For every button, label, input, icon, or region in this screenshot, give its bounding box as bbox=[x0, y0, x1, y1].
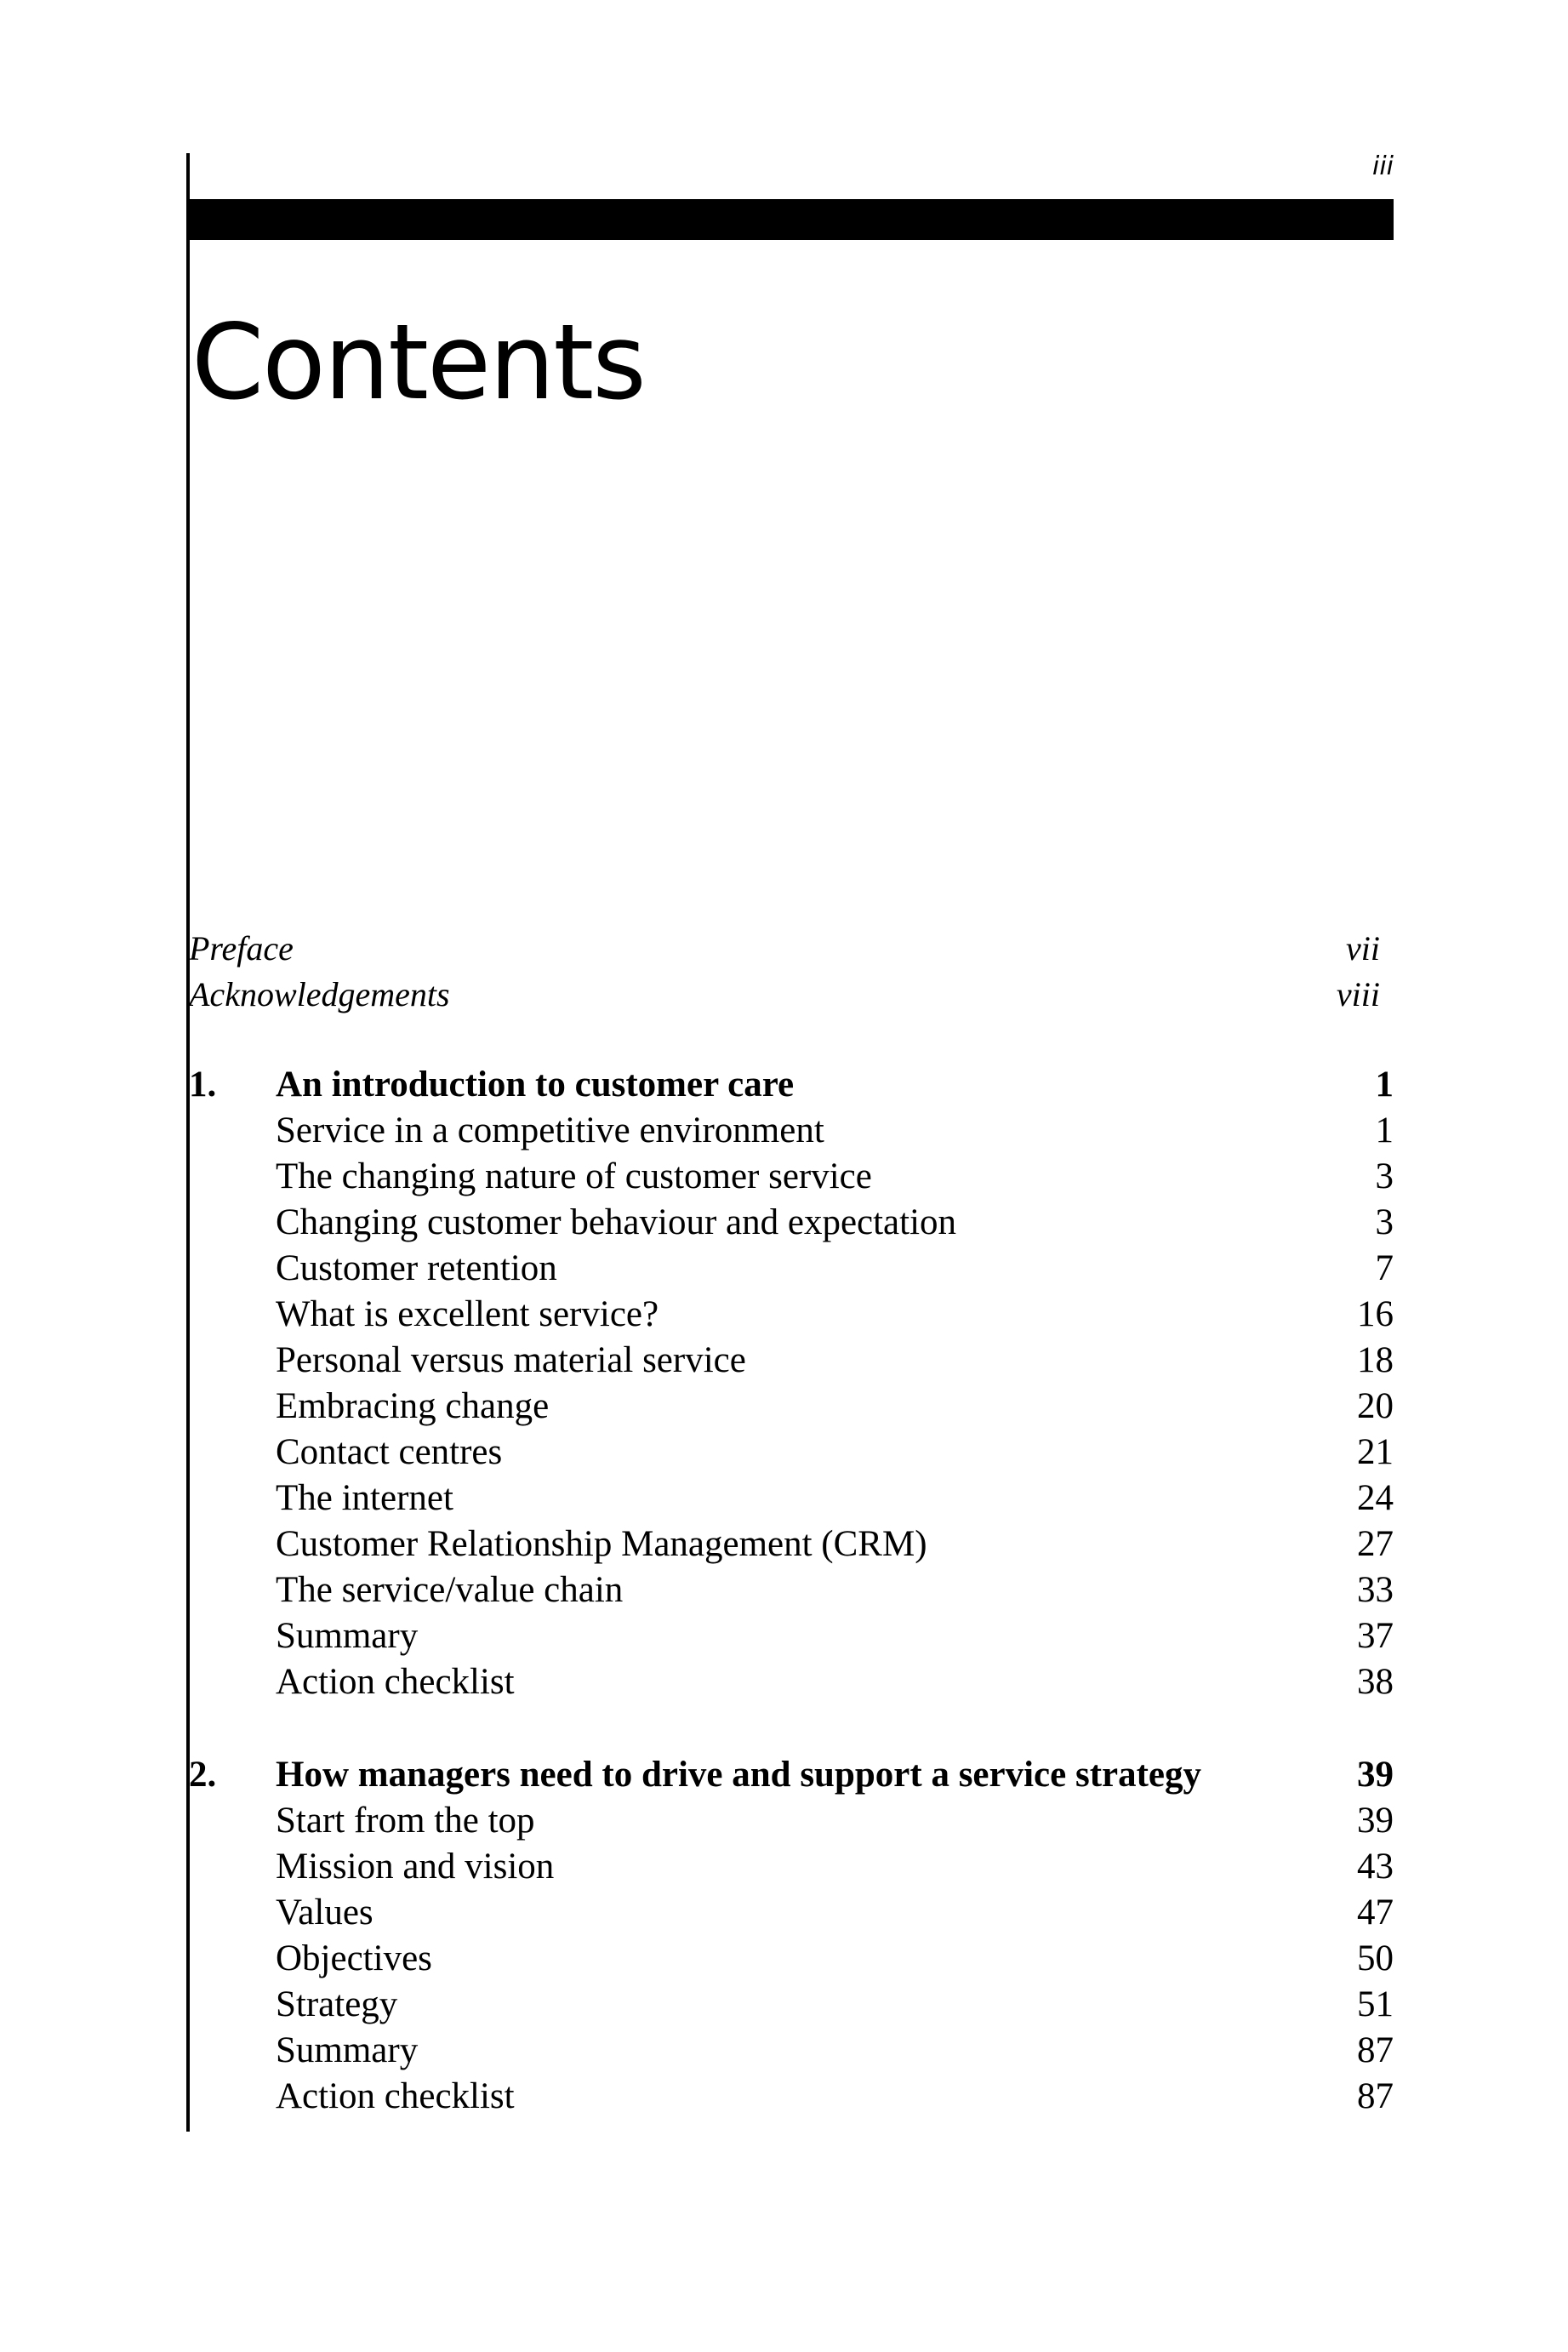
entry-page: 50 bbox=[1357, 1938, 1394, 1978]
chapter-heading[interactable] bbox=[189, 1062, 1394, 1108]
toc-entry[interactable] bbox=[189, 1798, 1394, 1844]
header-bar bbox=[186, 199, 1394, 240]
entry-label: Values bbox=[276, 1892, 373, 1932]
entry-label: Summary bbox=[276, 1616, 419, 1656]
toc-entry[interactable] bbox=[189, 1844, 1394, 1890]
toc-entry[interactable] bbox=[189, 1521, 1394, 1567]
entry-page: 87 bbox=[1357, 2076, 1394, 2116]
toc-entry[interactable] bbox=[189, 1384, 1394, 1430]
toc-entry[interactable] bbox=[189, 1338, 1394, 1384]
table-of-contents bbox=[189, 1062, 1394, 2166]
toc-entry[interactable] bbox=[189, 1200, 1394, 1246]
entry-page: 24 bbox=[1357, 1478, 1394, 1518]
toc-entry[interactable] bbox=[189, 2028, 1394, 2074]
entry-page: 38 bbox=[1357, 1662, 1394, 1702]
entry-label: Changing customer behaviour and expectation bbox=[276, 1202, 957, 1242]
entry-label: The service/value chain bbox=[276, 1570, 624, 1610]
entry-page: 16 bbox=[1357, 1294, 1394, 1334]
toc-entry[interactable] bbox=[189, 1476, 1394, 1521]
entry-page: 21 bbox=[1357, 1432, 1394, 1472]
entry-page: 18 bbox=[1357, 1340, 1394, 1380]
entry-label: Embracing change bbox=[276, 1386, 550, 1426]
chapter-title: How managers need to drive and support a service strategy bbox=[276, 1755, 1202, 1795]
toc-entry[interactable] bbox=[189, 1430, 1394, 1476]
chapter-page: 1 bbox=[1375, 1065, 1394, 1105]
entry-page: 39 bbox=[1357, 1801, 1394, 1841]
front-matter-page: vii bbox=[1346, 929, 1380, 968]
entry-label: The changing nature of customer service bbox=[276, 1156, 872, 1196]
toc-entry[interactable] bbox=[189, 2074, 1394, 2120]
page-title: Contents bbox=[191, 302, 645, 423]
front-matter-item-acknowledgements[interactable] bbox=[189, 972, 1380, 1018]
toc-entry[interactable] bbox=[189, 1292, 1394, 1338]
entry-label: Summary bbox=[276, 2030, 419, 2070]
entry-page: 20 bbox=[1357, 1386, 1394, 1426]
entry-label: Action checklist bbox=[276, 2076, 515, 2116]
front-matter-item-preface[interactable] bbox=[189, 926, 1380, 972]
entry-label: Contact centres bbox=[276, 1432, 503, 1472]
toc-entry[interactable] bbox=[189, 1567, 1394, 1613]
chapter-heading[interactable] bbox=[189, 1752, 1394, 1798]
toc-entry[interactable] bbox=[189, 1246, 1394, 1292]
front-matter-label: Preface bbox=[189, 929, 294, 968]
chapter-number: 2. bbox=[189, 1755, 217, 1795]
entry-page: 87 bbox=[1357, 2030, 1394, 2070]
entry-label: Personal versus material service bbox=[276, 1340, 746, 1380]
toc-entry[interactable] bbox=[189, 1154, 1394, 1200]
toc-entry[interactable] bbox=[189, 1982, 1394, 2028]
front-matter-list bbox=[189, 926, 1380, 1018]
entry-label: Objectives bbox=[276, 1938, 432, 1978]
entry-label: What is excellent service? bbox=[276, 1294, 659, 1334]
entry-label: The internet bbox=[276, 1478, 453, 1518]
entry-page: 37 bbox=[1357, 1616, 1394, 1656]
entry-page: 27 bbox=[1357, 1524, 1394, 1564]
entry-label: Customer Relationship Management (CRM) bbox=[276, 1524, 927, 1564]
page-number: iii bbox=[1371, 151, 1394, 181]
entry-page: 51 bbox=[1357, 1984, 1394, 2024]
chapter-title: An introduction to customer care bbox=[276, 1065, 795, 1105]
entry-page: 7 bbox=[1375, 1248, 1394, 1288]
chapter-1 bbox=[189, 1062, 1394, 1705]
toc-entry[interactable] bbox=[189, 1890, 1394, 1936]
chapter-2 bbox=[189, 1752, 1394, 2120]
toc-entry[interactable] bbox=[189, 1936, 1394, 1982]
entry-page: 1 bbox=[1375, 1110, 1394, 1150]
front-matter-page: viii bbox=[1336, 975, 1380, 1013]
toc-entry[interactable] bbox=[189, 1613, 1394, 1659]
chapter-number: 1. bbox=[189, 1065, 217, 1105]
entry-page: 3 bbox=[1375, 1202, 1394, 1242]
entry-label: Action checklist bbox=[276, 1662, 515, 1702]
entry-page: 33 bbox=[1357, 1570, 1394, 1610]
front-matter-label: Acknowledgements bbox=[189, 975, 450, 1013]
toc-entry[interactable] bbox=[189, 1108, 1394, 1154]
entry-label: Service in a competitive environment bbox=[276, 1110, 824, 1150]
entry-label: Strategy bbox=[276, 1984, 398, 2024]
entry-page: 47 bbox=[1357, 1892, 1394, 1932]
entry-label: Mission and vision bbox=[276, 1847, 555, 1887]
entry-label: Customer retention bbox=[276, 1248, 557, 1288]
toc-entry[interactable] bbox=[189, 1659, 1394, 1705]
chapter-page: 39 bbox=[1357, 1755, 1394, 1795]
entry-page: 43 bbox=[1357, 1847, 1394, 1887]
entry-label: Start from the top bbox=[276, 1801, 535, 1841]
entry-page: 3 bbox=[1375, 1156, 1394, 1196]
